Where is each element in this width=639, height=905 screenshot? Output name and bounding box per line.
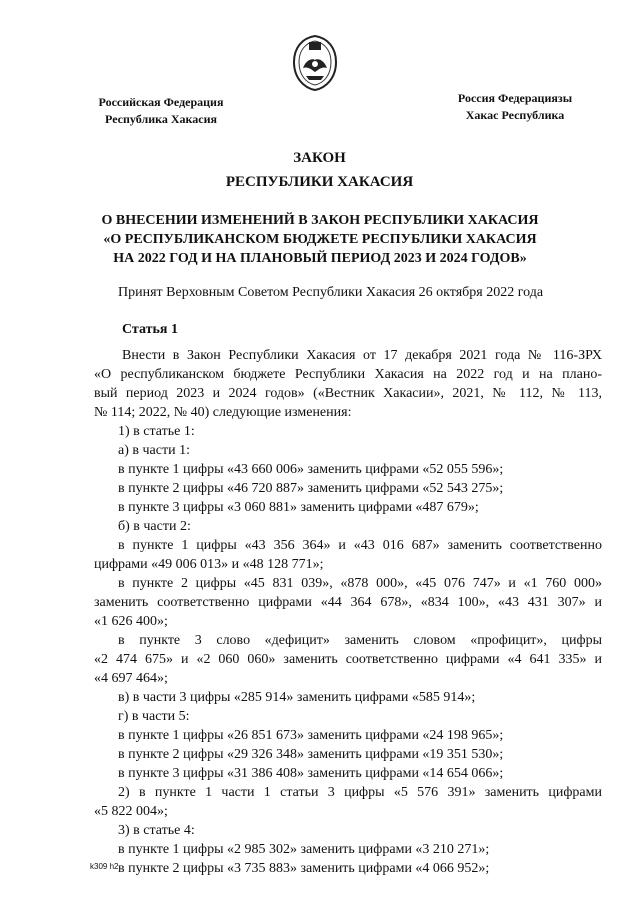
body-line: в пункте 1 цифры «2 985 302» заменить цифрами «3 210 271»; [118, 842, 490, 857]
body-line: «5 822 004»; [94, 804, 168, 819]
body-line: 1) в статье 1: [118, 424, 195, 439]
header-right-line-1: Россия Федерациязы [457, 91, 573, 105]
body-line: 3) в статье 4: [118, 823, 195, 838]
body-line: «1 626 400»; [94, 614, 168, 629]
adoption-note: Принят Верховным Советом Республики Хакасия 26 октября 2022 года [118, 285, 544, 300]
body-line: в пункте 1 цифры «43 660 006» заменить цифрами «52 055 596»; [118, 462, 504, 477]
body-line: в пункте 2 цифры «45 831 039», «878 000», «45 076 747» и «1 760 000» [118, 576, 602, 591]
law-subtitle-line-3: НА 2022 ГОД И НА ПЛАНОВЫЙ ПЕРИОД 2023 И 2024 ГОДОВ» [113, 251, 527, 266]
body-line: «2 474 675» и «2 060 060» заменить соответственно цифрами «4 641 335» и [94, 652, 602, 667]
body-line: в пункте 2 цифры «46 720 887» заменить цифрами «52 543 275»; [118, 481, 504, 496]
body-line: «О республиканском бюджете Республики Хакасия на 2022 год и на плано- [94, 367, 602, 382]
coat-of-arms-emblem [290, 34, 340, 92]
body-line: б) в части 2: [118, 519, 191, 534]
body-line: в пункте 1 цифры «43 356 364» и «43 016 687» заменить соответственно [118, 538, 602, 553]
body-line: в) в части 3 цифры «285 914» заменить цифрами «585 914»; [118, 690, 476, 705]
law-subtitle-line-2: «О РЕСПУБЛИКАНСКОМ БЮДЖЕТЕ РЕСПУБЛИКИ ХАКАСИЯ [103, 232, 537, 247]
body-line: в пункте 3 цифры «3 060 881» заменить цифрами «487 679»; [118, 500, 479, 515]
body-line: в пункте 2 цифры «3 735 883» заменить цифрами «4 066 952»; [118, 861, 490, 876]
body-line: в пункте 2 цифры «29 326 348» заменить цифрами «19 351 530»; [118, 747, 504, 762]
header-right [440, 90, 590, 124]
body-line: цифрами «49 006 013» и «48 128 771»; [94, 557, 324, 572]
law-title-line-1: ЗАКОН [293, 150, 346, 166]
law-subtitle [80, 211, 560, 268]
header-right-line-2: Хакас Республика [465, 108, 565, 122]
header-left [86, 94, 236, 128]
body-line: № 114; 2022, № 40) следующие изменения: [94, 405, 352, 420]
body-line: г) в части 5: [118, 709, 190, 724]
body-line: «4 697 464»; [94, 671, 168, 686]
article-heading: Статья 1 [122, 322, 178, 337]
law-subtitle-line-1: О ВНЕСЕНИИ ИЗМЕНЕНИЙ В ЗАКОН РЕСПУБЛИКИ ХАКАСИЯ [101, 213, 539, 228]
article-body [94, 346, 602, 878]
footer-code: k309 h2 [90, 862, 119, 871]
body-line: Внести в Закон Республики Хакасия от 17 декабря 2021 года № 116-ЗРХ [122, 348, 602, 363]
body-line: вый период 2023 и 2024 годов» («Вестник Хакасии», 2021, № 112, № 113, [94, 386, 602, 401]
law-title-line-2: РЕСПУБЛИКИ ХАКАСИЯ [225, 174, 414, 190]
body-line: в пункте 1 цифры «26 851 673» заменить цифрами «24 198 965»; [118, 728, 504, 743]
body-line: в пункте 3 цифры «31 386 408» заменить цифрами «14 654 066»; [118, 766, 504, 781]
body-line: а) в части 1: [118, 443, 190, 458]
body-line: 2) в пункте 1 части 1 статьи 3 цифры «5 576 391» заменить цифрами [118, 785, 602, 800]
body-line: в пункте 3 слово «дефицит» заменить словом «профицит», цифры [118, 633, 602, 648]
header-left-line-1: Российская Федерация [98, 95, 224, 109]
body-line: заменить соответственно цифрами «44 364 678», «834 100», «43 431 307» и [94, 595, 602, 610]
header-left-line-2: Республика Хакасия [105, 112, 217, 126]
